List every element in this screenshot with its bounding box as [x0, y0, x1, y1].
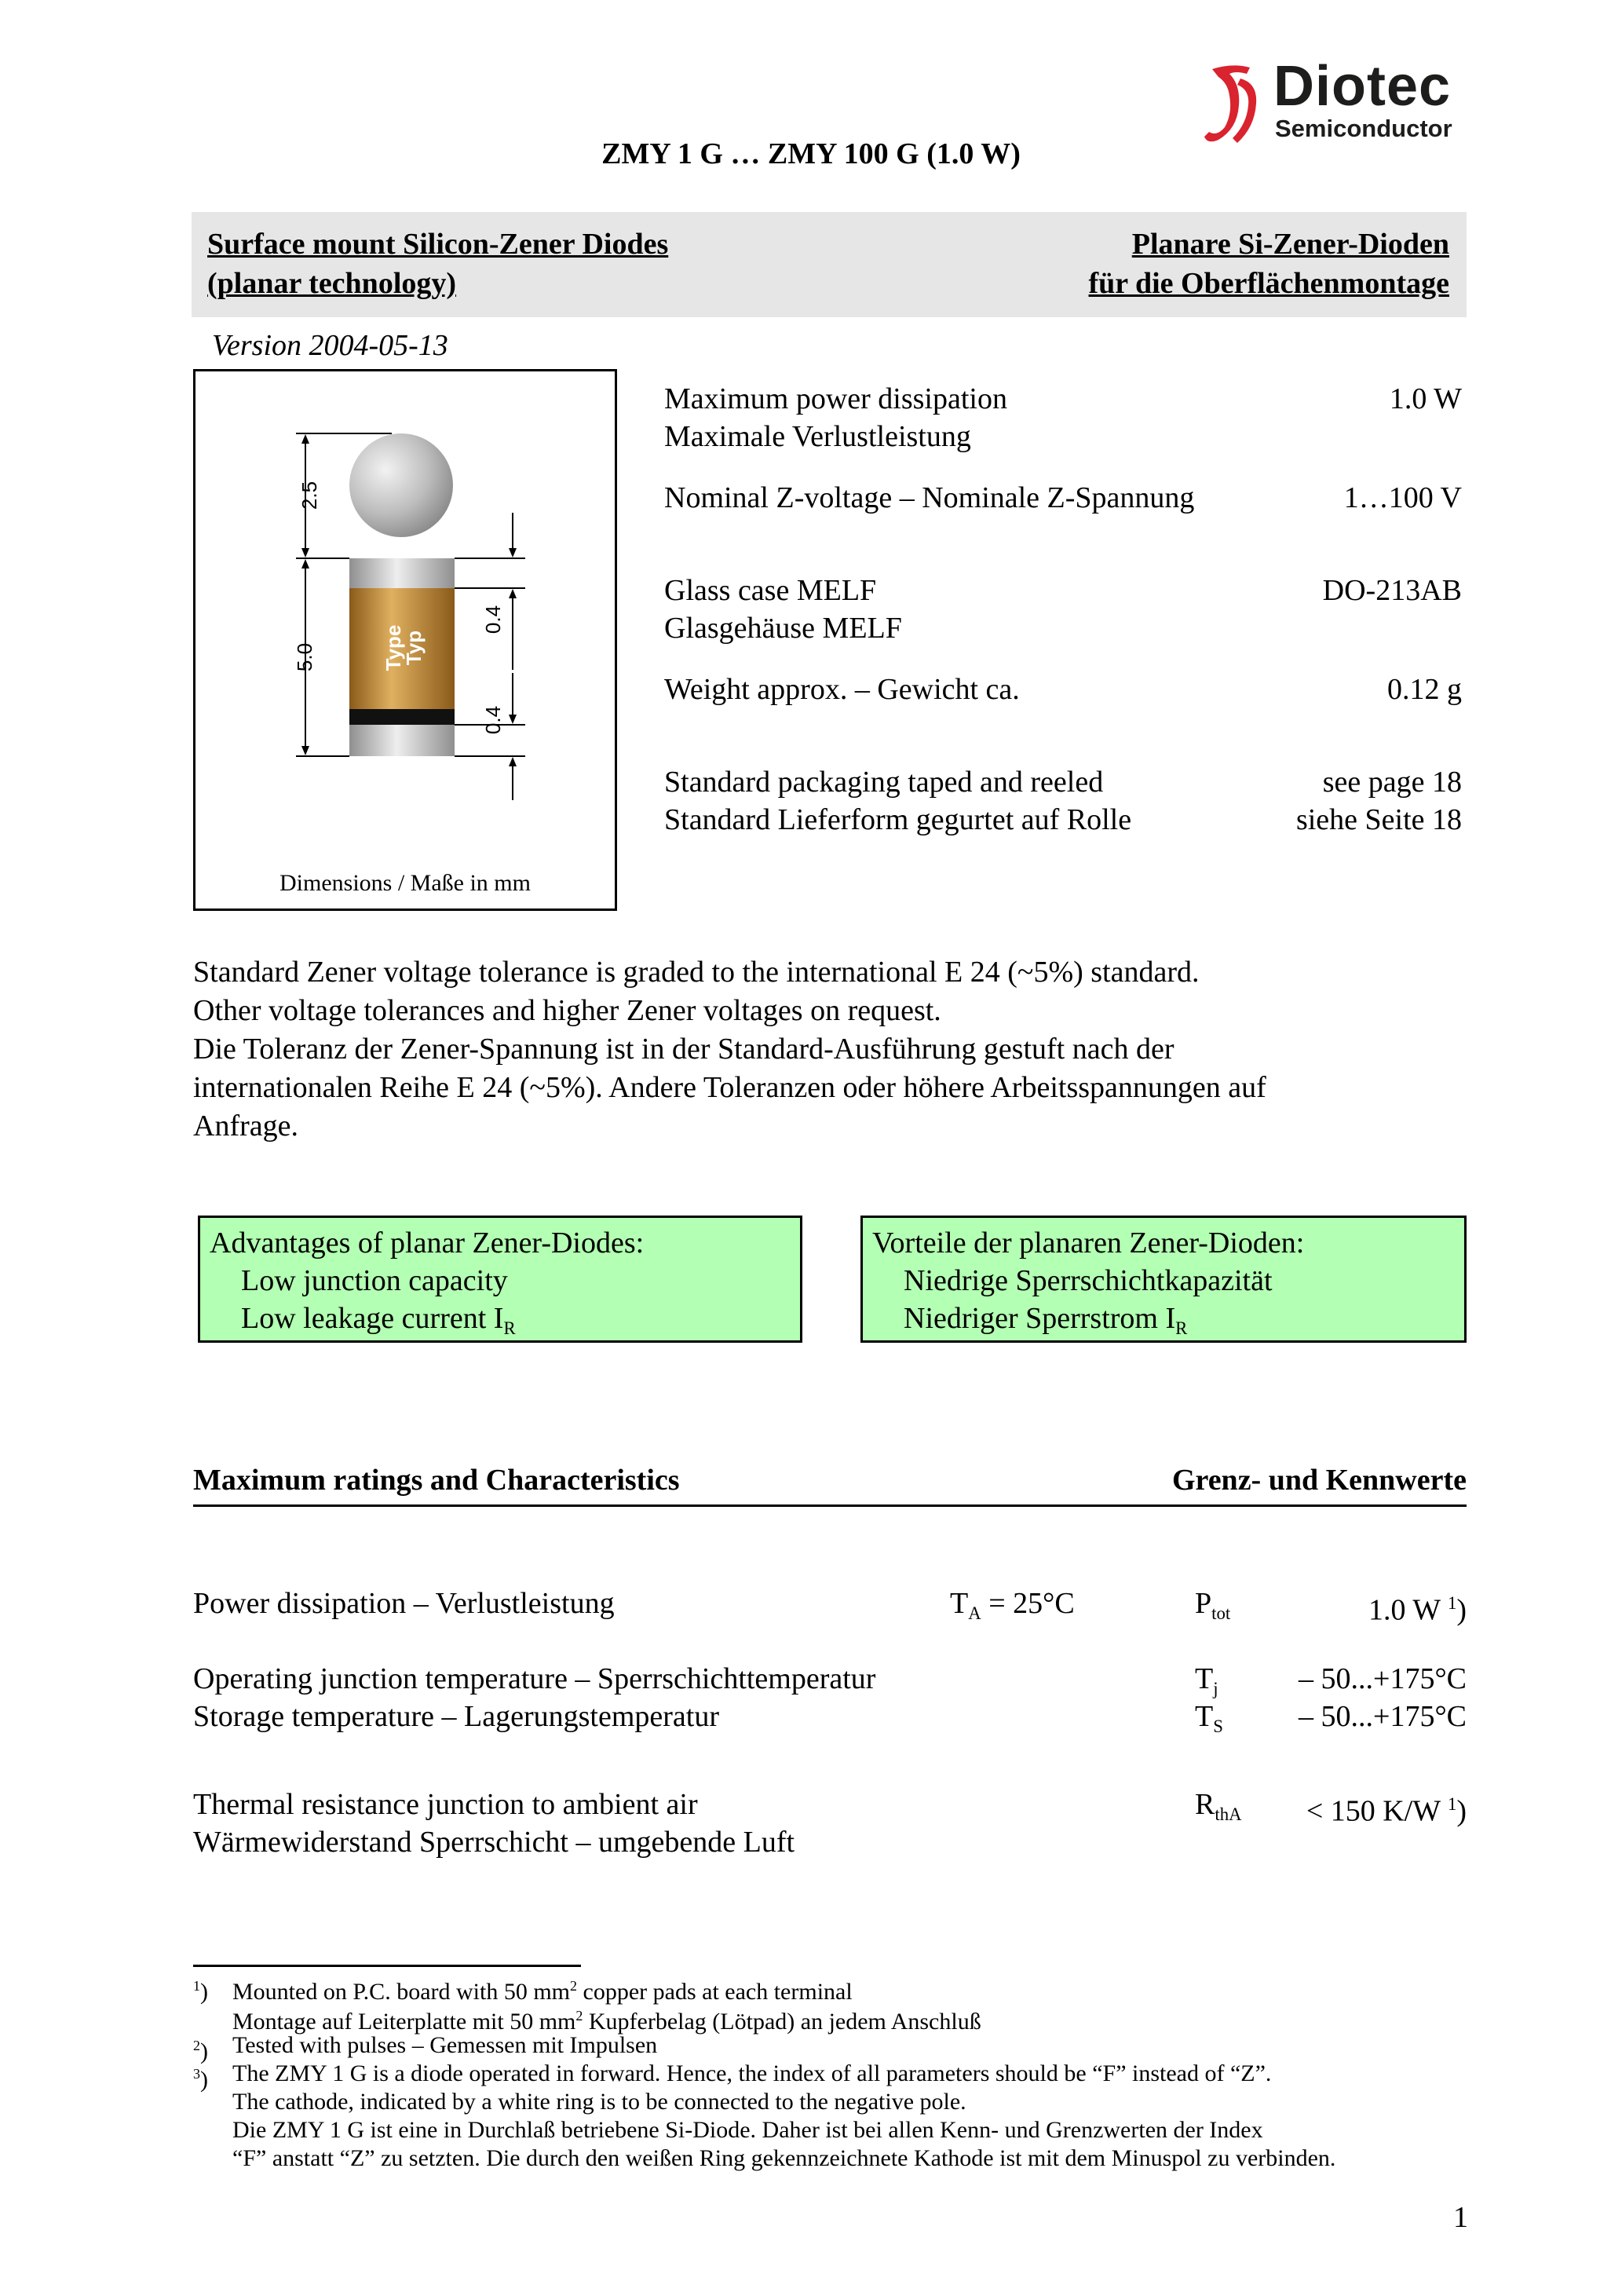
bottom-end-cap — [349, 725, 455, 756]
footnote-1 — [193, 1972, 1481, 2005]
paragraph-line: Anfrage. — [193, 1110, 298, 1143]
dim-0-4-bottom-lines — [455, 673, 525, 800]
footnote-3-line3 — [193, 2117, 1481, 2144]
advantage-item: Niedrige Sperrschichtkapazität — [904, 1264, 1273, 1297]
spec-packaging-en: Standard packaging taped and reeled — [664, 766, 1104, 799]
rating-row — [193, 1786, 1467, 1828]
typ-label: Typ — [402, 630, 426, 666]
dim-2-5-label: 2.5 — [298, 481, 321, 510]
header-band — [192, 212, 1467, 317]
rating-row — [193, 1823, 1467, 1863]
cathode-band — [349, 709, 455, 725]
advantage-item: Niedriger Sperrstrom $I_R$ — [904, 1302, 1188, 1338]
footnote-text: The cathode, indicated by a white ring is to be connected to the negative pole. — [232, 2089, 966, 2115]
header-right-line1: Planare Si-Zener-Dioden — [1131, 228, 1449, 261]
header-left — [207, 225, 668, 303]
spec-packaging-de: Standard Lieferform gegurtet auf Rolle — [664, 803, 1132, 836]
footnote-marker: $^1$) — [193, 1978, 208, 2005]
rating-label: Operating junction temperature – Sperrschichttemperatur — [193, 1662, 876, 1695]
ratings-heading-left: Maximum ratings and Characteristics — [193, 1464, 680, 1497]
footnote-text: Mounted on P.C. board with 50 $mm^2$ copper pads at each terminal — [232, 1978, 853, 2005]
rating-symbol: $T_j$ — [1195, 1662, 1218, 1698]
dim-5-0-label: 5.0 — [293, 642, 316, 672]
spec-weight-value: 0.12 g — [1387, 673, 1462, 706]
dim-0-4-top-label: 0.4 — [481, 605, 505, 634]
dim-0-4-bottom-label: 0.4 — [481, 705, 505, 735]
advantages-box-de — [860, 1216, 1467, 1343]
advantages-title-en: Advantages of planar Zener-Diodes: — [210, 1227, 645, 1260]
rating-label: Wärmewiderstand Sperrschicht – umgebende Luft — [193, 1826, 795, 1859]
footnote-text: Tested with pulses – Gemessen mit Impulsen — [232, 2032, 658, 2058]
rating-row — [193, 1660, 1467, 1699]
rating-symbol: $T_S$ — [1195, 1700, 1223, 1736]
melf-package-drawing — [195, 371, 615, 909]
end-view-sphere — [349, 433, 453, 537]
footnote-marker: $^3$) — [193, 2066, 208, 2093]
rating-row — [193, 1698, 1467, 1737]
footnote-text: Montage auf Leiterplatte mit 50 $mm^2$ Kupferbelag (Lötpad) an jedem Anschluß — [232, 2008, 981, 2035]
rating-condition: $T_A = 25^\circ C$ — [950, 1587, 1075, 1623]
arrow-icon — [301, 434, 309, 444]
document-title: ZMY 1 G … ZMY 100 G (1.0 W) — [601, 137, 1021, 170]
spec-weight-label: Weight approx. – Gewicht ca. — [664, 673, 1020, 706]
footnote-divider — [193, 1965, 581, 1967]
rating-value: 1.0 W $^1$) — [1368, 1593, 1467, 1627]
spec-case-value: DO-213AB — [1322, 574, 1462, 607]
rating-label: Storage temperature – Lagerungstemperatur — [193, 1700, 719, 1733]
spec-weight — [664, 671, 1465, 710]
paragraph-line: internationalen Reihe E 24 (~5%). Andere Toleranzen oder höhere Arbeitsspannungen auf — [193, 1071, 1266, 1104]
arrow-icon — [301, 548, 309, 558]
rating-label: Thermal resistance junction to ambient air — [193, 1788, 698, 1821]
ratings-heading-right: Grenz- und Kennwerte — [1171, 1464, 1467, 1497]
arrow-icon — [509, 715, 517, 724]
rating-value: – 50...+175°C — [1299, 1700, 1467, 1733]
dim-0-4-top-lines — [455, 513, 525, 670]
paragraph-line: Standard Zener voltage tolerance is graded to the international E 24 (~5%) standard. — [193, 956, 1200, 989]
header-left-line1: Surface mount Silicon-Zener Diodes — [207, 228, 669, 261]
spec-power — [664, 380, 1465, 459]
footnote-text: Die ZMY 1 G ist eine in Durchlaß betriebene Si-Diode. Daher ist bei allen Kenn- und Grenzwerten der Index — [232, 2117, 1263, 2143]
rating-row — [193, 1585, 1467, 1627]
footnote-1-de — [193, 2002, 1481, 2035]
spec-voltage-value: 1…100 V — [1343, 481, 1462, 514]
footnote-3 — [193, 2060, 1481, 2093]
spec-case-en: Glass case MELF — [664, 574, 877, 607]
spec-packaging-link-en[interactable]: see page 18 — [1322, 766, 1462, 799]
header-left-line2: (planar technology) — [207, 267, 457, 300]
arrow-icon — [509, 589, 517, 598]
footnote-3-line2 — [193, 2089, 1481, 2115]
spec-power-en: Maximum power dissipation — [664, 382, 1007, 415]
spec-packaging — [664, 763, 1465, 842]
footnote-text: “F” anstatt “Z” zu setzten. Die durch den weißen Ring gekennzeichnete Kathode ist mit dem Minuspol zu verbinden. — [232, 2145, 1336, 2171]
advantage-item: Low junction capacity — [241, 1264, 508, 1297]
advantage-item: Low leakage current $I_R$ — [241, 1302, 516, 1338]
rating-value: < 150 K/W $^1$) — [1306, 1794, 1467, 1828]
rating-value: – 50...+175°C — [1299, 1662, 1467, 1695]
footnote-2 — [193, 2032, 1481, 2064]
advantages-box-en — [198, 1216, 802, 1343]
type-label: Type — [382, 624, 405, 671]
dimension-caption: Dimensions / Maße in mm — [279, 870, 531, 896]
arrow-icon — [301, 746, 309, 755]
footnote-text: The ZMY 1 G is a diode operated in forward. Hence, the index of all parameters should be “F” instead of “Z”. — [232, 2060, 1272, 2086]
arrow-icon — [301, 559, 309, 569]
rating-symbol: $P_{tot}$ — [1195, 1587, 1231, 1623]
rating-label: Power dissipation – Verlustleistung — [193, 1587, 615, 1620]
tolerance-paragraph — [193, 953, 1465, 1146]
spec-voltage-label: Nominal Z-voltage – Nominale Z-Spannung — [664, 481, 1195, 514]
paragraph-line: Other voltage tolerances and higher Zener voltages on request. — [193, 994, 941, 1027]
spec-packaging-link-de[interactable]: siehe Seite 18 — [1295, 803, 1462, 836]
rating-symbol: $R_{thA}$ — [1195, 1788, 1242, 1824]
version-label: Version 2004-05-13 — [212, 329, 448, 362]
footnote-3-line4 — [193, 2145, 1481, 2172]
arrow-icon — [509, 548, 517, 558]
header-right-line2: für die Oberflächenmontage — [1088, 267, 1449, 300]
advantages-title-de: Vorteile der planaren Zener-Dioden: — [872, 1227, 1305, 1260]
spec-voltage — [664, 479, 1465, 518]
spec-power-value: 1.0 W — [1389, 382, 1462, 415]
logo-tagline: Semiconductor — [1275, 115, 1452, 142]
spec-case — [664, 572, 1465, 650]
spec-case-de: Glasgehäuse MELF — [664, 612, 902, 645]
dimension-drawing — [193, 369, 617, 911]
arrow-icon — [509, 757, 517, 766]
ratings-heading — [193, 1461, 1467, 1507]
paragraph-line: Die Toleranz der Zener-Spannung ist in der Standard-Ausführung gestuft nach der — [193, 1033, 1174, 1066]
logo-wordmark: Diotec — [1273, 55, 1452, 118]
header-right — [1089, 225, 1449, 303]
footnote-marker: $^2$) — [193, 2038, 208, 2064]
page-number: 1 — [1453, 2201, 1468, 2234]
spec-power-de: Maximale Verlustleistung — [664, 420, 971, 453]
top-end-cap — [349, 558, 455, 588]
